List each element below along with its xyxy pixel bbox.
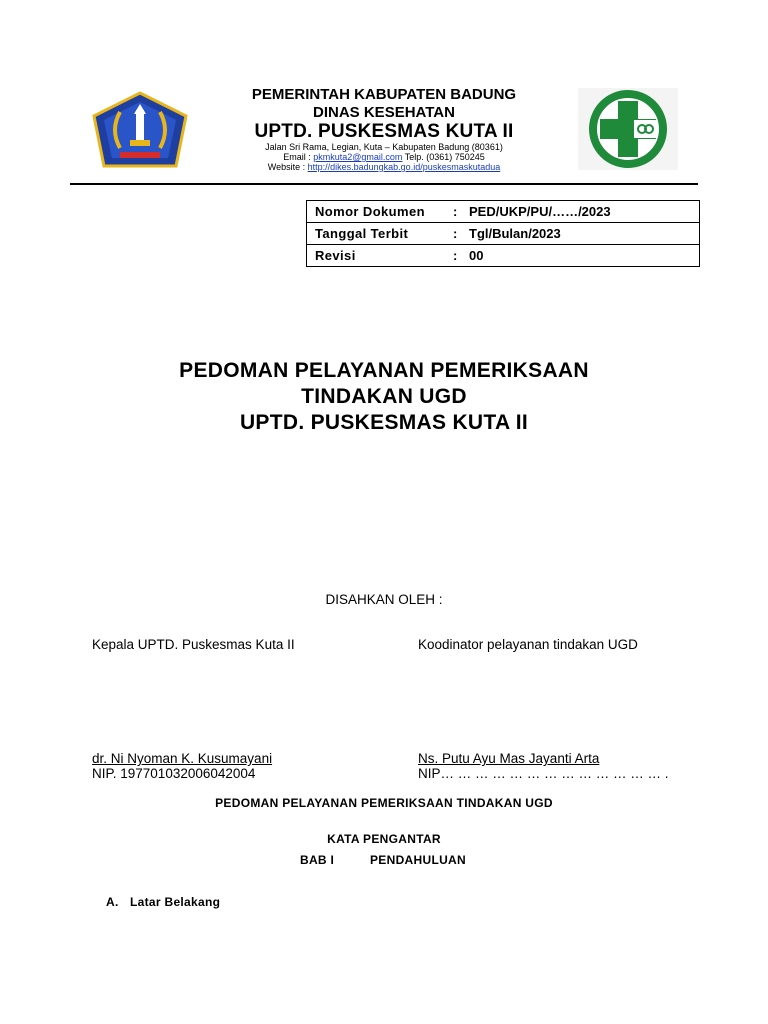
table-row: [307, 223, 700, 245]
right-signatory-name: Ns. Putu Ayu Mas Jayanti Arta: [418, 751, 600, 766]
email-label: Email :: [283, 152, 314, 162]
document-title-line1: PEDOMAN PELAYANAN PEMERIKSAAN: [179, 359, 589, 382]
document-title-line2: TINDAKAN UGD: [301, 385, 467, 408]
header-website: [200, 162, 568, 173]
revision-label: Revisi: [307, 245, 454, 267]
colon: :: [453, 223, 461, 245]
approval-heading: DISAHKAN OLEH :: [325, 592, 443, 607]
issue-date-value: Tgl/Bulan/2023: [461, 223, 700, 245]
doc-number-label: Nomor Dokumen: [307, 201, 454, 223]
header-divider: [70, 183, 698, 185]
section-letter: A.: [106, 895, 119, 909]
phone-text: Telp. (0361) 750245: [402, 152, 485, 162]
header-address: Jalan Sri Rama, Legian, Kuta – Kabupaten Badung (80361): [265, 142, 503, 152]
website-link[interactable]: http://dikes.badungkab.go.id/puskesmaskutadua: [307, 162, 501, 172]
chapter-number: BAB I: [300, 853, 335, 867]
right-signatory-role: Koodinator pelayanan tindakan UGD: [418, 637, 638, 652]
badung-emblem-logo: [90, 90, 190, 172]
colon: :: [453, 245, 461, 267]
puskesmas-cross-logo: [578, 88, 678, 170]
document-info-table: [306, 200, 700, 267]
email-link[interactable]: pkmkuta2@gmail.com: [313, 152, 403, 162]
doc-number-value: PED/UKP/PU/……/2023: [461, 201, 700, 223]
left-signatory-nip: NIP. 197701032006042004: [92, 766, 256, 781]
left-signatory-name: dr. Ni Nyoman K. Kusumayani: [92, 751, 273, 766]
header-institution: UPTD. PUSKESMAS KUTA II: [254, 121, 514, 142]
left-signatory-role: Kepala UPTD. Puskesmas Kuta II: [92, 637, 295, 652]
document-title-line3: UPTD. PUSKESMAS KUTA II: [239, 411, 529, 434]
table-row: [307, 245, 700, 267]
foreword-heading: KATA PENGANTAR: [327, 832, 441, 846]
website-label: Website :: [267, 162, 308, 172]
section-title: Latar Belakang: [130, 895, 221, 909]
guideline-heading: PEDOMAN PELAYANAN PEMERIKSAAN TINDAKAN UGD: [215, 796, 553, 810]
revision-value: 00: [461, 245, 700, 267]
right-signatory-nip: NIP… … … … … … … … … … … … … .: [418, 766, 669, 781]
table-row: [307, 201, 700, 223]
colon: :: [453, 201, 461, 223]
issue-date-label: Tanggal Terbit: [307, 223, 454, 245]
header-government: PEMERINTAH KABUPATEN BADUNG: [251, 86, 517, 103]
header-department: DINAS KESEHATAN: [313, 104, 455, 121]
chapter-title: PENDAHULUAN: [370, 853, 466, 867]
